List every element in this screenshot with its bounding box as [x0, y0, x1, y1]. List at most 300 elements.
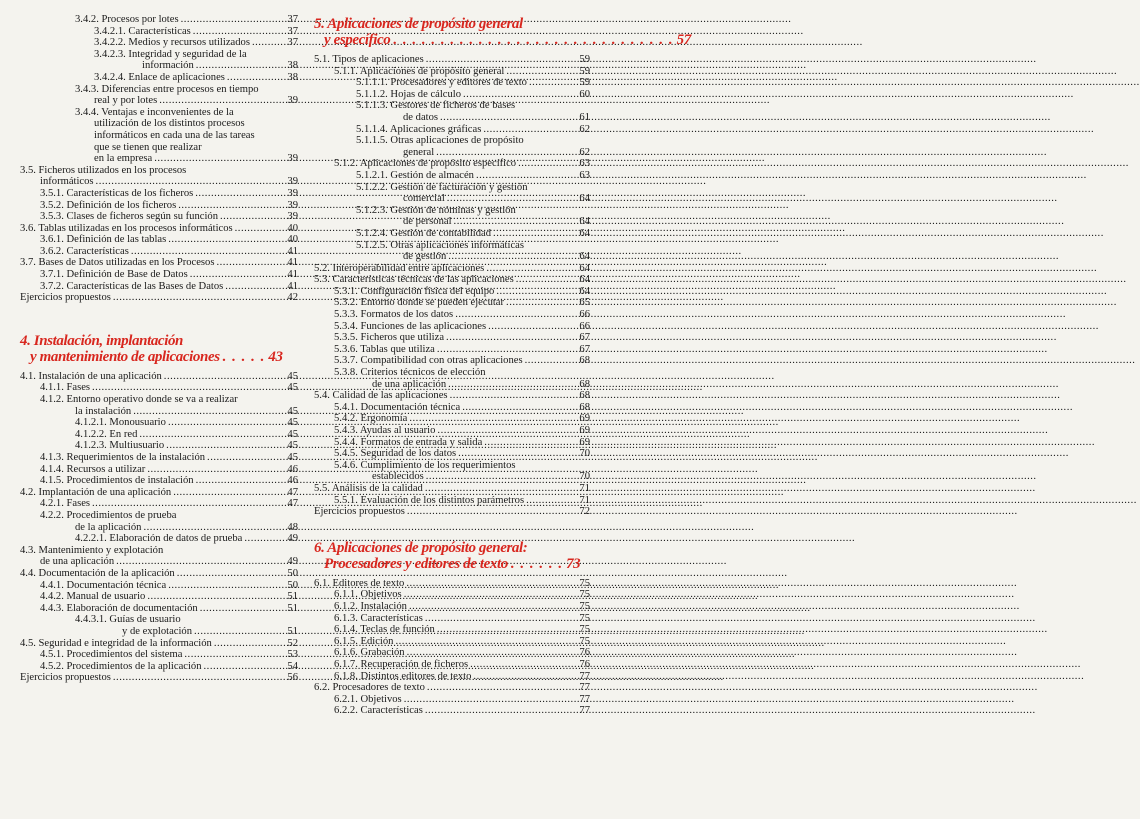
toc-entry: [314, 274, 590, 286]
toc-entry: [314, 613, 590, 625]
toc-leader-dots: [425, 483, 570, 495]
toc-entry: [20, 118, 298, 130]
toc-entry: [314, 286, 590, 298]
toc-entry-label: 4.1.2. Entorno operativo donde se va a realizar: [40, 394, 238, 406]
chapter-4-heading: [20, 333, 298, 365]
toc-entry-page: 68: [579, 378, 590, 390]
toc-entry-label: 3.5.2. Definición de los ficheros: [40, 199, 177, 211]
toc-entry-label: 6.1. Editores de texto: [314, 577, 405, 589]
toc-entry-page: 38: [287, 71, 298, 83]
toc-entry: [20, 371, 298, 383]
toc-entry: [20, 72, 298, 84]
toc-entry: [314, 112, 590, 124]
toc-entry: [20, 234, 298, 246]
toc-entry-page: 71: [579, 482, 590, 494]
toc-entry: [20, 533, 298, 545]
toc-entry: [20, 49, 298, 61]
toc-leader-dots: [200, 603, 278, 615]
toc-entry-label: 5.4.2. Ergonomía: [334, 413, 408, 425]
toc-entry-label: 5.4.5. Seguridad de los datos: [334, 448, 457, 460]
toc-entry: [20, 60, 298, 72]
toc-entry-page: 65: [579, 297, 590, 309]
toc-leader-dots: [455, 309, 570, 321]
toc-entry-page: 51: [287, 625, 298, 637]
toc-entry: [314, 100, 590, 112]
toc-entry-page: 75: [579, 589, 590, 601]
chapter-4-page: 43: [268, 348, 283, 365]
toc-entry-label: 6.1.4. Teclas de función: [334, 624, 435, 636]
toc-entry-page: 77: [579, 682, 590, 694]
toc-entry-label: 3.7.1. Definición de Base de Datos: [40, 269, 188, 281]
toc-entry-page: 77: [579, 705, 590, 717]
toc-entry-label: 3.5. Ficheros utilizados en los procesos: [20, 164, 187, 176]
toc-entry-label: informáticos en cada una de las tareas: [94, 129, 255, 141]
toc-leader-dots: [440, 112, 570, 124]
toc-entry: [20, 14, 298, 26]
toc-entry: [20, 382, 298, 394]
toc-entry: [20, 176, 298, 188]
toc-entry: [314, 321, 590, 333]
toc-entry: [314, 251, 590, 263]
toc-entry-page: 50: [287, 579, 298, 591]
toc-entry-label: 5.1. Tipos de aplicaciones: [314, 54, 424, 65]
toc-entry: [314, 54, 590, 66]
toc-entry-label: Ejercicios propuestos: [20, 672, 111, 684]
toc-entry: [20, 626, 298, 638]
toc-entry-label: 3.7.2. Características de las Bases de Datos: [40, 280, 224, 292]
toc-leader-dots: [168, 234, 278, 246]
toc-leader-dots: [404, 694, 570, 706]
toc-entry: [314, 379, 590, 391]
toc-entry-label: 5.4.4. Formatos de entrada y salida: [334, 436, 483, 448]
toc-leader-dots: [227, 72, 278, 84]
toc-entry: [20, 107, 298, 119]
toc-entry-label: información: [142, 60, 194, 72]
toc-leader-dots: [116, 556, 278, 568]
toc-entry: [314, 659, 590, 671]
toc-entry: [20, 95, 298, 107]
toc-entry-page: 37: [287, 25, 298, 37]
toc-section-6: [314, 578, 590, 717]
toc-entry-page: 75: [579, 635, 590, 647]
toc-entry-label: 6.1.2. Instalación: [334, 600, 407, 612]
toc-entry-page: 70: [579, 448, 590, 460]
toc-entry-label: 5.1.2. Aplicaciones de propósito específico: [334, 158, 517, 170]
toc-entry-label: 3.4.3. Diferencias entre procesos en tiempo: [75, 83, 259, 95]
toc-entry: [20, 545, 298, 557]
toc-leader-dots: [529, 77, 570, 89]
toc-entry-label: 5.5.1. Evaluación de los distintos parámetros: [334, 494, 525, 506]
toc-entry-page: 62: [579, 123, 590, 135]
toc-entry-label: 4.5.2. Procedimientos de la aplicación: [40, 660, 202, 672]
toc-leader-dots: [131, 246, 278, 258]
toc-entry-page: 41: [287, 245, 298, 257]
toc-leader-dots: [448, 379, 570, 391]
toc-entry-label: 5.3.3. Formatos de los datos: [334, 309, 454, 321]
toc-leader-dots: [506, 297, 570, 309]
toc-entry-label: 5.3.6. Tablas que utiliza: [334, 343, 435, 355]
toc-entry-page: 64: [579, 251, 590, 263]
toc-leader-dots: [159, 95, 278, 107]
toc-entry-label: 5.1.1. Aplicaciones de propósito general: [334, 65, 505, 77]
toc-entry-page: 64: [579, 262, 590, 274]
toc-entry: [314, 205, 590, 217]
toc-entry-label: 5.4.6. Cumplimiento de los requerimientos: [334, 459, 516, 471]
toc-entry-label: 3.5.3. Clases de ficheros según su función: [40, 211, 218, 223]
toc-entry: [20, 200, 298, 212]
toc-entry: [314, 437, 590, 449]
toc-leader-dots: [473, 671, 570, 683]
toc-entry: [20, 591, 298, 603]
toc-leader-dots: [447, 193, 570, 205]
toc-leader-dots: [143, 522, 278, 534]
toc-leader-dots: [168, 417, 278, 429]
toc-entry: [20, 464, 298, 476]
toc-section-3-continued: [20, 14, 298, 304]
toc-entry-label: de la aplicación: [75, 521, 142, 533]
toc-entry-page: 51: [287, 591, 298, 603]
toc-entry-label: en la empresa: [94, 153, 153, 165]
toc-entry: [314, 578, 590, 590]
toc-entry: [20, 522, 298, 534]
toc-entry-label: 3.4.4. Ventajas e inconvenientes de la: [75, 106, 234, 118]
toc-entry-page: 66: [579, 309, 590, 321]
toc-entry: [314, 89, 590, 101]
toc-entry-page: 45: [287, 452, 298, 463]
toc-leader-dots: [235, 223, 278, 235]
chapter-6-page: 73: [566, 555, 581, 572]
toc-entry-label: 4.1.2.2. En red: [75, 428, 138, 440]
toc-leader-dots: [426, 54, 570, 66]
toc-leader-dots: [409, 413, 570, 425]
toc-entry: [314, 367, 590, 379]
toc-entry: [314, 170, 590, 182]
toc-leader-dots: [113, 672, 278, 684]
toc-entry-label: 5.1.1.3. Gestores de ficheros de bases: [356, 100, 516, 112]
toc-leader-dots: [454, 216, 570, 228]
toc-entry-page: 41: [287, 257, 298, 269]
toc-entry-label: 5.3.2. Entorno donde se pueden ejecutar: [334, 297, 505, 309]
toc-entry-page: 53: [287, 649, 298, 661]
toc-leader-dots: [92, 382, 278, 394]
toc-entry: [314, 124, 590, 136]
toc-entry-page: 68: [579, 390, 590, 402]
toc-leader-dots: [437, 425, 570, 437]
toc-entry-page: 59: [579, 77, 590, 89]
toc-leader-dots: [216, 257, 278, 269]
toc-entry: [20, 603, 298, 615]
toc-entry-label: 6.1.3. Características: [334, 612, 423, 624]
chapter-4-leader: . . . . .: [222, 348, 266, 365]
toc-entry-page: 68: [579, 401, 590, 413]
toc-entry-label: 5.1.2.4. Gestión de contabilidad: [356, 227, 492, 239]
toc-leader-dots: [462, 402, 570, 414]
toc-entry-page: 46: [287, 463, 298, 475]
chapter-5-page: 57: [676, 32, 691, 48]
toc-entry: [20, 211, 298, 223]
toc-entry-page: 64: [579, 216, 590, 228]
toc-entry-page: 62: [579, 146, 590, 158]
toc-entry-page: 72: [579, 506, 590, 518]
toc-entry: [314, 506, 590, 518]
toc-entry-label: 4.4.3.1. Guías de usuario: [75, 614, 181, 626]
toc-entry: [314, 309, 590, 321]
toc-entry-page: 69: [579, 413, 590, 425]
toc-entry-label: 5.3.7. Compatibilidad con otras aplicaciones: [334, 355, 523, 367]
toc-entry: [314, 263, 590, 275]
toc-entry-page: 76: [579, 647, 590, 659]
toc-entry-label: 5.1.1.4. Aplicaciones gráficas: [356, 123, 482, 135]
toc-entry-page: 77: [579, 693, 590, 705]
toc-entry-page: 52: [287, 637, 298, 649]
chapter-5-title-line2: y específico: [324, 32, 391, 48]
toc-entry: [314, 147, 590, 159]
toc-entry-page: 77: [579, 670, 590, 682]
toc-entry-page: 40: [287, 222, 298, 234]
toc-entry-page: 67: [579, 343, 590, 355]
toc-entry: [20, 292, 298, 304]
toc-leader-dots: [147, 591, 278, 603]
toc-entry: [20, 556, 298, 568]
toc-entry-page: 75: [579, 600, 590, 612]
toc-entry-label: 5.1.2.5. Otras aplicaciones informáticas: [356, 239, 524, 251]
toc-entry-page: 50: [287, 567, 298, 579]
toc-entry: [20, 406, 298, 418]
toc-entry-label: 5.1.2.1. Gestión de almacén: [356, 169, 474, 181]
toc-entry: [314, 193, 590, 205]
toc-entry-page: 68: [579, 355, 590, 367]
toc-entry: [314, 705, 590, 717]
toc-entry: [20, 394, 298, 406]
toc-leader-dots: [409, 601, 570, 613]
toc-entry-page: 63: [579, 169, 590, 181]
toc-entry: [314, 425, 590, 437]
toc-entry-label: Ejercicios propuestos: [314, 506, 405, 518]
toc-entry-page: 39: [287, 176, 298, 188]
toc-leader-dots: [113, 292, 278, 304]
toc-entry: [20, 223, 298, 235]
toc-entry: [20, 452, 298, 464]
chapter-4-title-line2: y mantenimiento de aplicaciones: [30, 348, 220, 365]
toc-entry-label: 5.1.1.1. Procesadores y editores de texto: [356, 77, 527, 89]
toc-entry-label: 4.1.2.1. Monousuario: [75, 417, 166, 429]
toc-leader-dots: [220, 211, 278, 223]
toc-entry-label: informáticos: [40, 176, 94, 188]
toc-entry-label: 5.2. Interoperabilidad entre aplicaciones: [314, 262, 485, 274]
toc-entry-page: 39: [287, 211, 298, 223]
toc-leader-dots: [436, 147, 570, 159]
toc-entry-label: 5.3.4. Funciones de las aplicaciones: [334, 320, 487, 332]
toc-entry-page: 60: [579, 88, 590, 100]
toc-entry: [314, 182, 590, 194]
toc-entry-label: que se tienen que realizar: [94, 141, 202, 153]
toc-entry-label: 4.2. Implantación de una aplicación: [20, 486, 172, 498]
toc-entry-label: 5.4. Calidad de las aplicaciones: [314, 390, 448, 402]
chapter-6-title-line1: 6. Aplicaciones de propósito general:: [314, 539, 528, 556]
toc-entry: [20, 487, 298, 499]
toc-leader-dots: [177, 568, 278, 580]
toc-entry: [314, 297, 590, 309]
toc-entry-label: 4.5. Seguridad e integridad de la información: [20, 637, 212, 649]
toc-entry: [20, 246, 298, 258]
toc-leader-dots: [139, 429, 278, 441]
toc-entry-label: 6.2. Procesadores de texto: [314, 682, 425, 694]
toc-leader-dots: [204, 661, 278, 673]
toc-leader-dots: [437, 624, 570, 636]
toc-entry: [314, 495, 590, 507]
toc-leader-dots: [450, 390, 570, 402]
toc-leader-dots: [404, 589, 570, 601]
toc-leader-dots: [133, 406, 278, 418]
toc-leader-dots: [193, 26, 278, 38]
toc-entry-page: 64: [579, 285, 590, 297]
toc-leader-dots: [493, 228, 570, 240]
toc-entry: [20, 498, 298, 510]
toc-leader-dots: [225, 281, 278, 293]
toc-leader-dots: [407, 506, 570, 518]
toc-entry-page: 49: [287, 556, 298, 568]
toc-entry-page: 61: [579, 111, 590, 123]
toc-entry-label: 4.3. Mantenimiento y explotación: [20, 544, 164, 556]
toc-entry: [20, 568, 298, 580]
toc-entry: [20, 165, 298, 177]
toc-leader-dots: [425, 613, 570, 625]
toc-entry: [20, 429, 298, 441]
toc-leader-dots: [178, 200, 278, 212]
toc-entry: [20, 475, 298, 487]
toc-entry-page: 39: [287, 199, 298, 211]
toc-entry-label: 4.2.2.1. Elaboración de datos de prueba: [75, 533, 243, 545]
toc-leader-dots: [196, 475, 278, 487]
toc-entry: [314, 589, 590, 601]
toc-leader-dots: [252, 37, 278, 49]
toc-entry-page: 41: [287, 280, 298, 292]
toc-entry-page: 66: [579, 320, 590, 332]
toc-entry: [20, 84, 298, 96]
toc-entry: [20, 37, 298, 49]
toc-entry: [314, 344, 590, 356]
toc-entry-label: establecidos: [372, 471, 424, 483]
toc-entry-label: 5.1.2.2. Gestión de facturación y gestión: [356, 181, 528, 193]
toc-entry-page: 76: [579, 658, 590, 670]
toc-leader-dots: [96, 176, 278, 188]
toc-entry-page: 45: [287, 370, 298, 382]
toc-entry-label: 3.6.2. Características: [40, 245, 129, 257]
chapter-4-title-line1: 4. Instalación, implantación: [20, 332, 183, 349]
toc-entry-page: 46: [287, 475, 298, 487]
toc-entry-label: 5.1.2.3. Gestión de nóminas y gestión: [356, 204, 516, 216]
toc-entry-page: 64: [579, 227, 590, 239]
toc-leader-dots: [406, 578, 570, 590]
toc-entry-label: 4.1.1. Fases: [40, 382, 91, 394]
toc-entry-label: 6.1.7. Recuperación de ficheros: [334, 658, 469, 670]
toc-entry-page: 40: [287, 234, 298, 246]
toc-leader-dots: [476, 170, 570, 182]
toc-entry: [314, 390, 590, 402]
toc-entry-label: 4.1.2.3. Multiusuario: [75, 440, 165, 452]
toc-entry-label: 3.7. Bases de Datos utilizadas en los Procesos: [20, 257, 215, 269]
toc-entry-label: 6.1.1. Objetivos: [334, 589, 402, 601]
toc-entry-page: 47: [287, 486, 298, 498]
toc-entry-page: 39: [287, 187, 298, 199]
toc-entry-page: 45: [287, 440, 298, 452]
toc-entry-label: 4.4.1. Documentación técnica: [40, 579, 167, 591]
toc-entry-label: comercial: [403, 193, 445, 205]
toc-entry-page: 39: [287, 95, 298, 107]
toc-entry: [314, 135, 590, 147]
toc-entry-label: 3.4.2. Procesos por lotes: [75, 14, 179, 25]
toc-entry-label: 5.1.1.2. Hojas de cálculo: [356, 88, 462, 100]
toc-leader-dots: [448, 251, 570, 263]
toc-entry: [20, 661, 298, 673]
toc-entry-label: 3.6.1. Definición de las tablas: [40, 234, 167, 246]
toc-entry-label: 4.2.1. Fases: [40, 498, 91, 510]
toc-leader-dots: [154, 153, 278, 165]
toc-entry-label: utilización de los distintos procesos: [94, 118, 245, 130]
toc-entry-label: Ejercicios propuestos: [20, 292, 111, 304]
toc-leader-dots: [214, 638, 278, 650]
toc-entry-label: 5.4.3. Ayudas al usuario: [334, 425, 436, 436]
toc-entry-label: 5.3.8. Criterios técnicos de elección: [334, 367, 486, 379]
toc-entry: [314, 413, 590, 425]
toc-entry: [314, 682, 590, 694]
toc-entry: [314, 448, 590, 460]
toc-entry: [20, 142, 298, 154]
toc-entry-label: 4.2.2. Procedimientos de prueba: [40, 509, 177, 521]
toc-entry: [314, 624, 590, 636]
toc-entry: [314, 694, 590, 706]
toc-leader-dots: [184, 649, 278, 661]
toc-entry: [20, 130, 298, 142]
toc-entry-label: 3.4.2.3. Integridad y seguridad de la: [94, 48, 247, 60]
toc-leader-dots: [168, 580, 278, 592]
toc-entry-label: 4.4. Documentación de la aplicación: [20, 567, 175, 579]
toc-entry-label: 6.1.5. Edición: [334, 635, 394, 647]
toc-leader-dots: [458, 448, 570, 460]
toc-leader-dots: [425, 705, 570, 717]
chapter-6-title-line2: Procesadores y editores de texto: [324, 555, 508, 572]
toc-entry: [314, 240, 590, 252]
toc-entry-page: 75: [579, 624, 590, 636]
toc-leader-dots: [526, 495, 570, 507]
toc-entry-page: 45: [287, 417, 298, 429]
toc-leader-dots: [244, 533, 278, 545]
toc-entry-label: 3.6. Tablas utilizadas en los procesos informáticos: [20, 222, 233, 234]
toc-entry-page: 63: [579, 158, 590, 170]
toc-entry-page: 75: [579, 612, 590, 624]
toc-leader-dots: [395, 636, 570, 648]
toc-leader-dots: [518, 158, 570, 170]
toc-leader-dots: [427, 682, 570, 694]
toc-entry-page: 39: [287, 153, 298, 165]
toc-entry-label: 4.4.2. Manual de usuario: [40, 591, 146, 603]
toc-entry: [314, 471, 590, 483]
toc-leader-dots: [181, 14, 278, 26]
toc-entry-label: 6.2.2. Características: [334, 705, 423, 717]
toc-leader-dots: [196, 60, 278, 72]
chapter-6-heading: [314, 540, 590, 572]
toc-entry-page: 51: [287, 602, 298, 614]
toc-leader-dots: [92, 498, 278, 510]
toc-entry: [314, 158, 590, 170]
toc-leader-dots: [486, 263, 570, 275]
toc-entry: [314, 671, 590, 683]
toc-leader-dots: [525, 355, 570, 367]
toc-leader-dots: [446, 332, 570, 344]
toc-entry-page: 37: [287, 37, 298, 49]
toc-entry: [314, 601, 590, 613]
toc-entry: [20, 580, 298, 592]
